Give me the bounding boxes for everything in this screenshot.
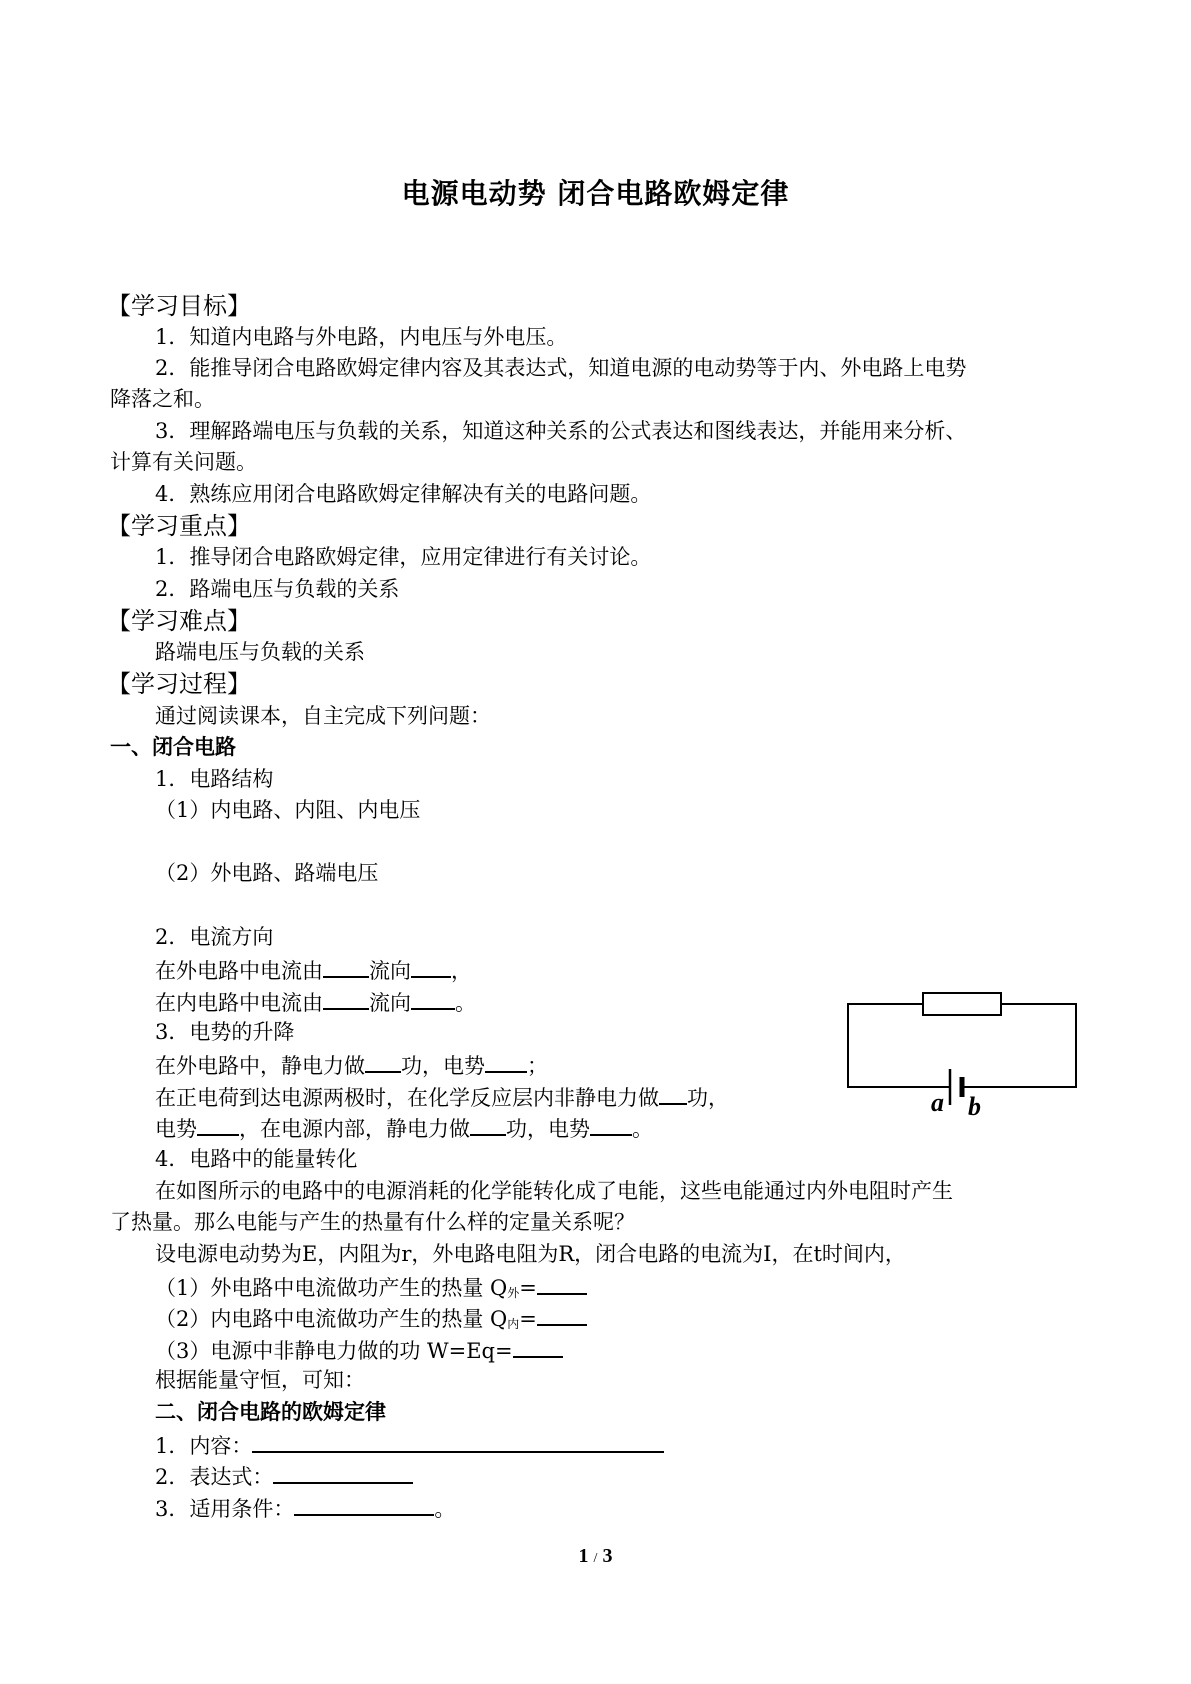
blank-ext-to[interactable] <box>411 954 451 978</box>
keypoint-item-1: 1．推导闭合电路欧姆定律，应用定律进行有关讨论。 <box>155 545 652 569</box>
blank-law-conditions[interactable] <box>294 1492 434 1516</box>
energy-setup: 设电源电动势为E，内阻为r，外电路电阻为R，闭合电路的电流为I，在t时间内， <box>155 1242 906 1266</box>
blank-ext-from[interactable] <box>323 954 369 978</box>
circuit-diagram <box>838 985 1088 1120</box>
blank-pot-work-1[interactable] <box>365 1049 401 1073</box>
objective-item-1: 1．知道内电路与外电路，内电压与外电压。 <box>155 325 568 349</box>
section-2-heading: 二、闭合电路的欧姆定律 <box>155 1400 386 1424</box>
blank-pot-change-2[interactable] <box>197 1112 239 1136</box>
line-external-current: 在外电路中电流由 流向 ， <box>155 954 472 986</box>
resistor <box>923 993 1001 1015</box>
section-1-heading: 一、闭合电路 <box>110 735 236 759</box>
keypoints-heading: 【学习重点】 <box>107 512 251 540</box>
energy-conservation: 根据能量守恒，可知： <box>155 1368 365 1392</box>
line-potential-3: 电势 ，在电源内部，静电力做 功，电势 。 <box>155 1112 653 1144</box>
blank-pot-change-1[interactable] <box>485 1049 527 1073</box>
law-expression: 2．表达式： <box>155 1460 413 1492</box>
process-intro: 通过阅读课本，自主完成下列问题： <box>155 704 491 728</box>
objective-item-4: 4．熟练应用闭合电路欧姆定律解决有关的电路问题。 <box>155 482 652 506</box>
objective-item-2-cont: 降落之和。 <box>110 387 215 411</box>
blank-heat-external[interactable] <box>537 1271 587 1295</box>
difficulty-item-1: 路端电压与负载的关系 <box>155 640 365 664</box>
law-content: 1．内容： <box>155 1429 664 1461</box>
sub-current-direction: 2．电流方向 <box>155 925 274 949</box>
page-number: 1 / 3 <box>578 1545 613 1567</box>
objective-item-3: 3．理解路端电压与负载的关系，知道这种关系的公式表达和图线表达，并能用来分析、 <box>155 419 967 443</box>
sub-energy-conversion: 4．电路中的能量转化 <box>155 1147 358 1171</box>
line-heat-external: （1）外电路中电流做功产生的热量 $Q_外=$ <box>155 1271 587 1308</box>
line-potential-2: 在正电荷到达电源两极时，在化学反应层内非静电力做 功， <box>155 1081 729 1113</box>
objective-item-3-cont: 计算有关问题。 <box>110 450 257 474</box>
objectives-heading: 【学习目标】 <box>107 292 251 320</box>
process-heading: 【学习过程】 <box>107 670 251 698</box>
sub-external-circuit: （2）外电路、路端电压 <box>155 861 379 885</box>
blank-pot-work-3[interactable] <box>470 1112 506 1136</box>
wire-left-loop <box>848 1004 950 1087</box>
blank-law-content[interactable] <box>252 1429 664 1453</box>
blank-int-from[interactable] <box>323 986 369 1010</box>
difficulty-heading: 【学习难点】 <box>107 607 251 635</box>
law-conditions: 3．适用条件： 。 <box>155 1492 455 1524</box>
blank-pot-change-3[interactable] <box>590 1112 632 1136</box>
sub-potential-change: 3．电势的升降 <box>155 1020 295 1044</box>
blank-nonelectric-work[interactable] <box>513 1334 563 1358</box>
energy-paragraph-line-2: 了热量。那么电能与产生的热量有什么样的定量关系呢？ <box>110 1210 635 1234</box>
sub-internal-circuit: （1）内电路、内阻、内电压 <box>155 798 421 822</box>
wire-right-loop <box>962 1004 1076 1087</box>
line-potential-1: 在外电路中，静电力做 功，电势 ； <box>155 1049 548 1081</box>
line-internal-current: 在内电路中电流由 流向 。 <box>155 986 476 1018</box>
terminal-label-b: b <box>968 1092 981 1120</box>
blank-pot-work-2[interactable] <box>659 1081 687 1105</box>
terminal-label-a: a <box>931 1088 944 1117</box>
blank-heat-internal[interactable] <box>537 1302 587 1326</box>
sub-circuit-structure: 1．电路结构 <box>155 767 274 791</box>
line-heat-internal: （2）内电路中电流做功产生的热量 $Q_内=$ <box>155 1302 587 1339</box>
objective-item-2: 2．能推导闭合电路欧姆定律内容及其表达式，知道电源的电动势等于内、外电路上电势 <box>155 356 967 380</box>
energy-paragraph-line-1: 在如图所示的电路中的电源消耗的化学能转化成了电能，这些电能通过内外电阻时产生 <box>155 1179 953 1203</box>
line-nonelectric-work: （3）电源中非静电力做的功 W=Eq= <box>155 1334 563 1366</box>
blank-law-expression[interactable] <box>273 1460 413 1484</box>
blank-int-to[interactable] <box>411 986 455 1010</box>
page-title: 电源电动势 闭合电路欧姆定律 <box>401 177 790 210</box>
keypoint-item-2: 2．路端电压与负载的关系 <box>155 577 400 601</box>
